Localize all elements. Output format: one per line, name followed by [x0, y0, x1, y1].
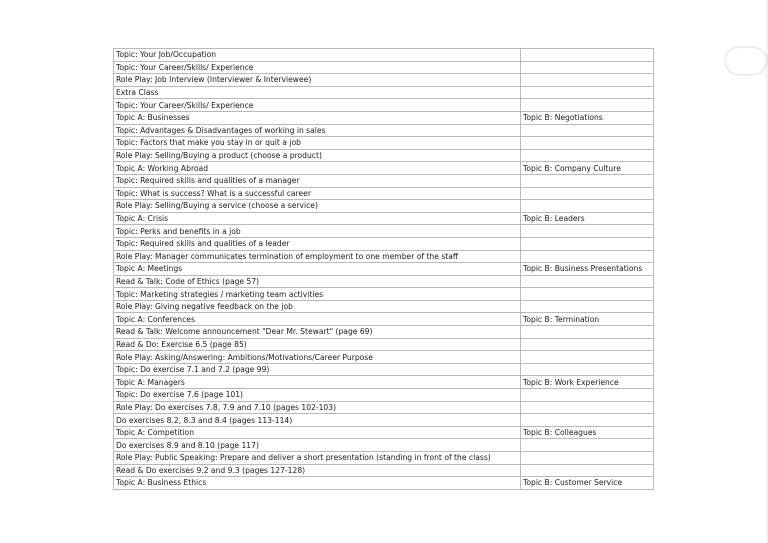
topic-a-cell[interactable]: Topic: Your Career/Skills/ Experience — [114, 61, 521, 74]
topic-a-cell[interactable]: Topic: Advantages & Disadvantages of working in sales — [114, 124, 521, 137]
topic-a-cell[interactable]: Role Play: Selling/Buying a service (choose a service) — [114, 200, 521, 213]
table-row — [114, 212, 654, 225]
topic-b-cell[interactable] — [521, 137, 654, 150]
table-row — [114, 313, 654, 326]
table-row — [114, 363, 654, 376]
topic-a-cell[interactable]: Topic A: Managers — [114, 376, 521, 389]
topic-b-cell[interactable]: Topic B: Colleagues — [521, 426, 654, 439]
topic-b-cell[interactable]: Topic B: Customer Service — [521, 477, 654, 490]
topic-b-cell[interactable] — [521, 452, 654, 465]
topic-a-cell[interactable]: Topic A: Conferences — [114, 313, 521, 326]
topic-a-cell[interactable]: Topic: Do exercise 7.1 and 7.2 (page 99) — [114, 363, 521, 376]
table-row — [114, 200, 654, 213]
topic-b-cell[interactable] — [521, 464, 654, 477]
topic-a-cell[interactable]: Role Play: Public Speaking: Prepare and deliver a short presentation (standing in front of the class) — [114, 452, 521, 465]
topic-a-cell[interactable]: Topic A: Meetings — [114, 263, 521, 276]
table-row — [114, 111, 654, 124]
table-row — [114, 49, 654, 62]
table-row — [114, 351, 654, 364]
topics-table — [113, 48, 654, 490]
topic-b-cell[interactable]: Topic B: Business Presentations — [521, 263, 654, 276]
topic-b-cell[interactable] — [521, 414, 654, 427]
topic-b-cell[interactable] — [521, 225, 654, 238]
topic-a-cell[interactable]: Do exercises 8.9 and 8.10 (page 117) — [114, 439, 521, 452]
table-row — [114, 124, 654, 137]
topic-a-cell[interactable]: Topic: Marketing strategies / marketing team activities — [114, 288, 521, 301]
topic-b-cell[interactable] — [521, 74, 654, 87]
floating-comment-button[interactable] — [726, 48, 766, 74]
topic-a-cell[interactable]: Role Play: Manager communicates termination of employment to one member of the staff — [114, 250, 521, 263]
topic-b-cell[interactable] — [521, 99, 654, 112]
topic-b-cell[interactable] — [521, 338, 654, 351]
table-row — [114, 61, 654, 74]
table-row — [114, 376, 654, 389]
topic-b-cell[interactable] — [521, 61, 654, 74]
topic-b-cell[interactable] — [521, 187, 654, 200]
topic-a-cell[interactable]: Role Play: Do exercises 7.8, 7.9 and 7.10 (pages 102-103) — [114, 401, 521, 414]
topic-a-cell[interactable]: Topic A: Crisis — [114, 212, 521, 225]
topic-a-cell[interactable]: Topic: Do exercise 7.6 (page 101) — [114, 389, 521, 402]
table-row — [114, 439, 654, 452]
table-row — [114, 149, 654, 162]
topic-b-cell[interactable] — [521, 275, 654, 288]
table-row — [114, 452, 654, 465]
topic-b-cell[interactable]: Topic B: Negotiations — [521, 111, 654, 124]
table-row — [114, 464, 654, 477]
topic-b-cell[interactable] — [521, 351, 654, 364]
topics-table-body — [114, 49, 654, 490]
table-row — [114, 237, 654, 250]
topic-a-cell[interactable]: Read & Do: Exercise 6.5 (page 85) — [114, 338, 521, 351]
topic-b-cell[interactable] — [521, 237, 654, 250]
topic-a-cell[interactable]: Topic A: Business Ethics — [114, 477, 521, 490]
topic-b-cell[interactable] — [521, 300, 654, 313]
topic-b-cell[interactable] — [521, 389, 654, 402]
topic-a-cell[interactable]: Topic A: Businesses — [114, 111, 521, 124]
topic-b-cell[interactable] — [521, 401, 654, 414]
topic-b-cell[interactable] — [521, 363, 654, 376]
table-row — [114, 225, 654, 238]
topic-a-cell[interactable]: Role Play: Job Interview (Interviewer & Interviewee) — [114, 74, 521, 87]
topic-a-cell[interactable]: Topic: Your Career/Skills/ Experience — [114, 99, 521, 112]
table-row — [114, 338, 654, 351]
topic-a-cell[interactable]: Topic A: Competition — [114, 426, 521, 439]
topic-a-cell[interactable]: Topic: Required skills and qualities of a leader — [114, 237, 521, 250]
topic-b-cell[interactable]: Topic B: Work Experience — [521, 376, 654, 389]
table-row — [114, 401, 654, 414]
topic-b-cell[interactable] — [521, 86, 654, 99]
topic-b-cell[interactable] — [521, 149, 654, 162]
topic-a-cell[interactable]: Read & Talk: Welcome announcement "Dear Mr. Stewart" (page 69) — [114, 326, 521, 339]
topic-a-cell[interactable]: Topic: Your Job/Occupation — [114, 49, 521, 62]
table-row — [114, 99, 654, 112]
topic-a-cell[interactable]: Extra Class — [114, 86, 521, 99]
table-row — [114, 326, 654, 339]
topic-a-cell[interactable]: Do exercises 8.2, 8.3 and 8.4 (pages 113-114) — [114, 414, 521, 427]
topic-b-cell[interactable] — [521, 326, 654, 339]
topic-b-cell[interactable] — [521, 288, 654, 301]
topic-b-cell[interactable] — [521, 439, 654, 452]
table-row — [114, 162, 654, 175]
table-row — [114, 74, 654, 87]
topic-b-cell[interactable] — [521, 200, 654, 213]
table-row — [114, 426, 654, 439]
table-row — [114, 86, 654, 99]
topic-b-cell[interactable] — [521, 49, 654, 62]
topic-a-cell[interactable]: Read & Talk: Code of Ethics (page 57) — [114, 275, 521, 288]
table-row — [114, 174, 654, 187]
table-row — [114, 414, 654, 427]
topic-a-cell[interactable]: Role Play: Selling/Buying a product (choose a product) — [114, 149, 521, 162]
topic-b-cell[interactable] — [521, 174, 654, 187]
topic-a-cell[interactable]: Read & Do exercises 9.2 and 9.3 (pages 127-128) — [114, 464, 521, 477]
topic-a-cell[interactable]: Role Play: Asking/Answering: Ambitions/Motivations/Career Purpose — [114, 351, 521, 364]
topic-b-cell[interactable]: Topic B: Company Culture — [521, 162, 654, 175]
topic-a-cell[interactable]: Topic: What is success? What is a successful career — [114, 187, 521, 200]
topic-a-cell[interactable]: Topic: Factors that make you stay in or quit a job — [114, 137, 521, 150]
table-row — [114, 300, 654, 313]
table-row — [114, 187, 654, 200]
topic-b-cell[interactable] — [521, 250, 654, 263]
topic-a-cell[interactable]: Topic A: Working Abroad — [114, 162, 521, 175]
table-row — [114, 477, 654, 490]
table-row — [114, 275, 654, 288]
table-row — [114, 137, 654, 150]
table-row — [114, 288, 654, 301]
table-row — [114, 263, 654, 276]
topic-a-cell[interactable]: Role Play: Giving negative feedback on the job — [114, 300, 521, 313]
topic-b-cell[interactable]: Topic B: Leaders — [521, 212, 654, 225]
table-row — [114, 250, 654, 263]
table-row — [114, 389, 654, 402]
topic-a-cell[interactable]: Topic: Required skills and qualities of a manager — [114, 174, 521, 187]
topic-b-cell[interactable]: Topic B: Termination — [521, 313, 654, 326]
topic-a-cell[interactable]: Topic: Perks and benefits in a job — [114, 225, 521, 238]
topic-b-cell[interactable] — [521, 124, 654, 137]
